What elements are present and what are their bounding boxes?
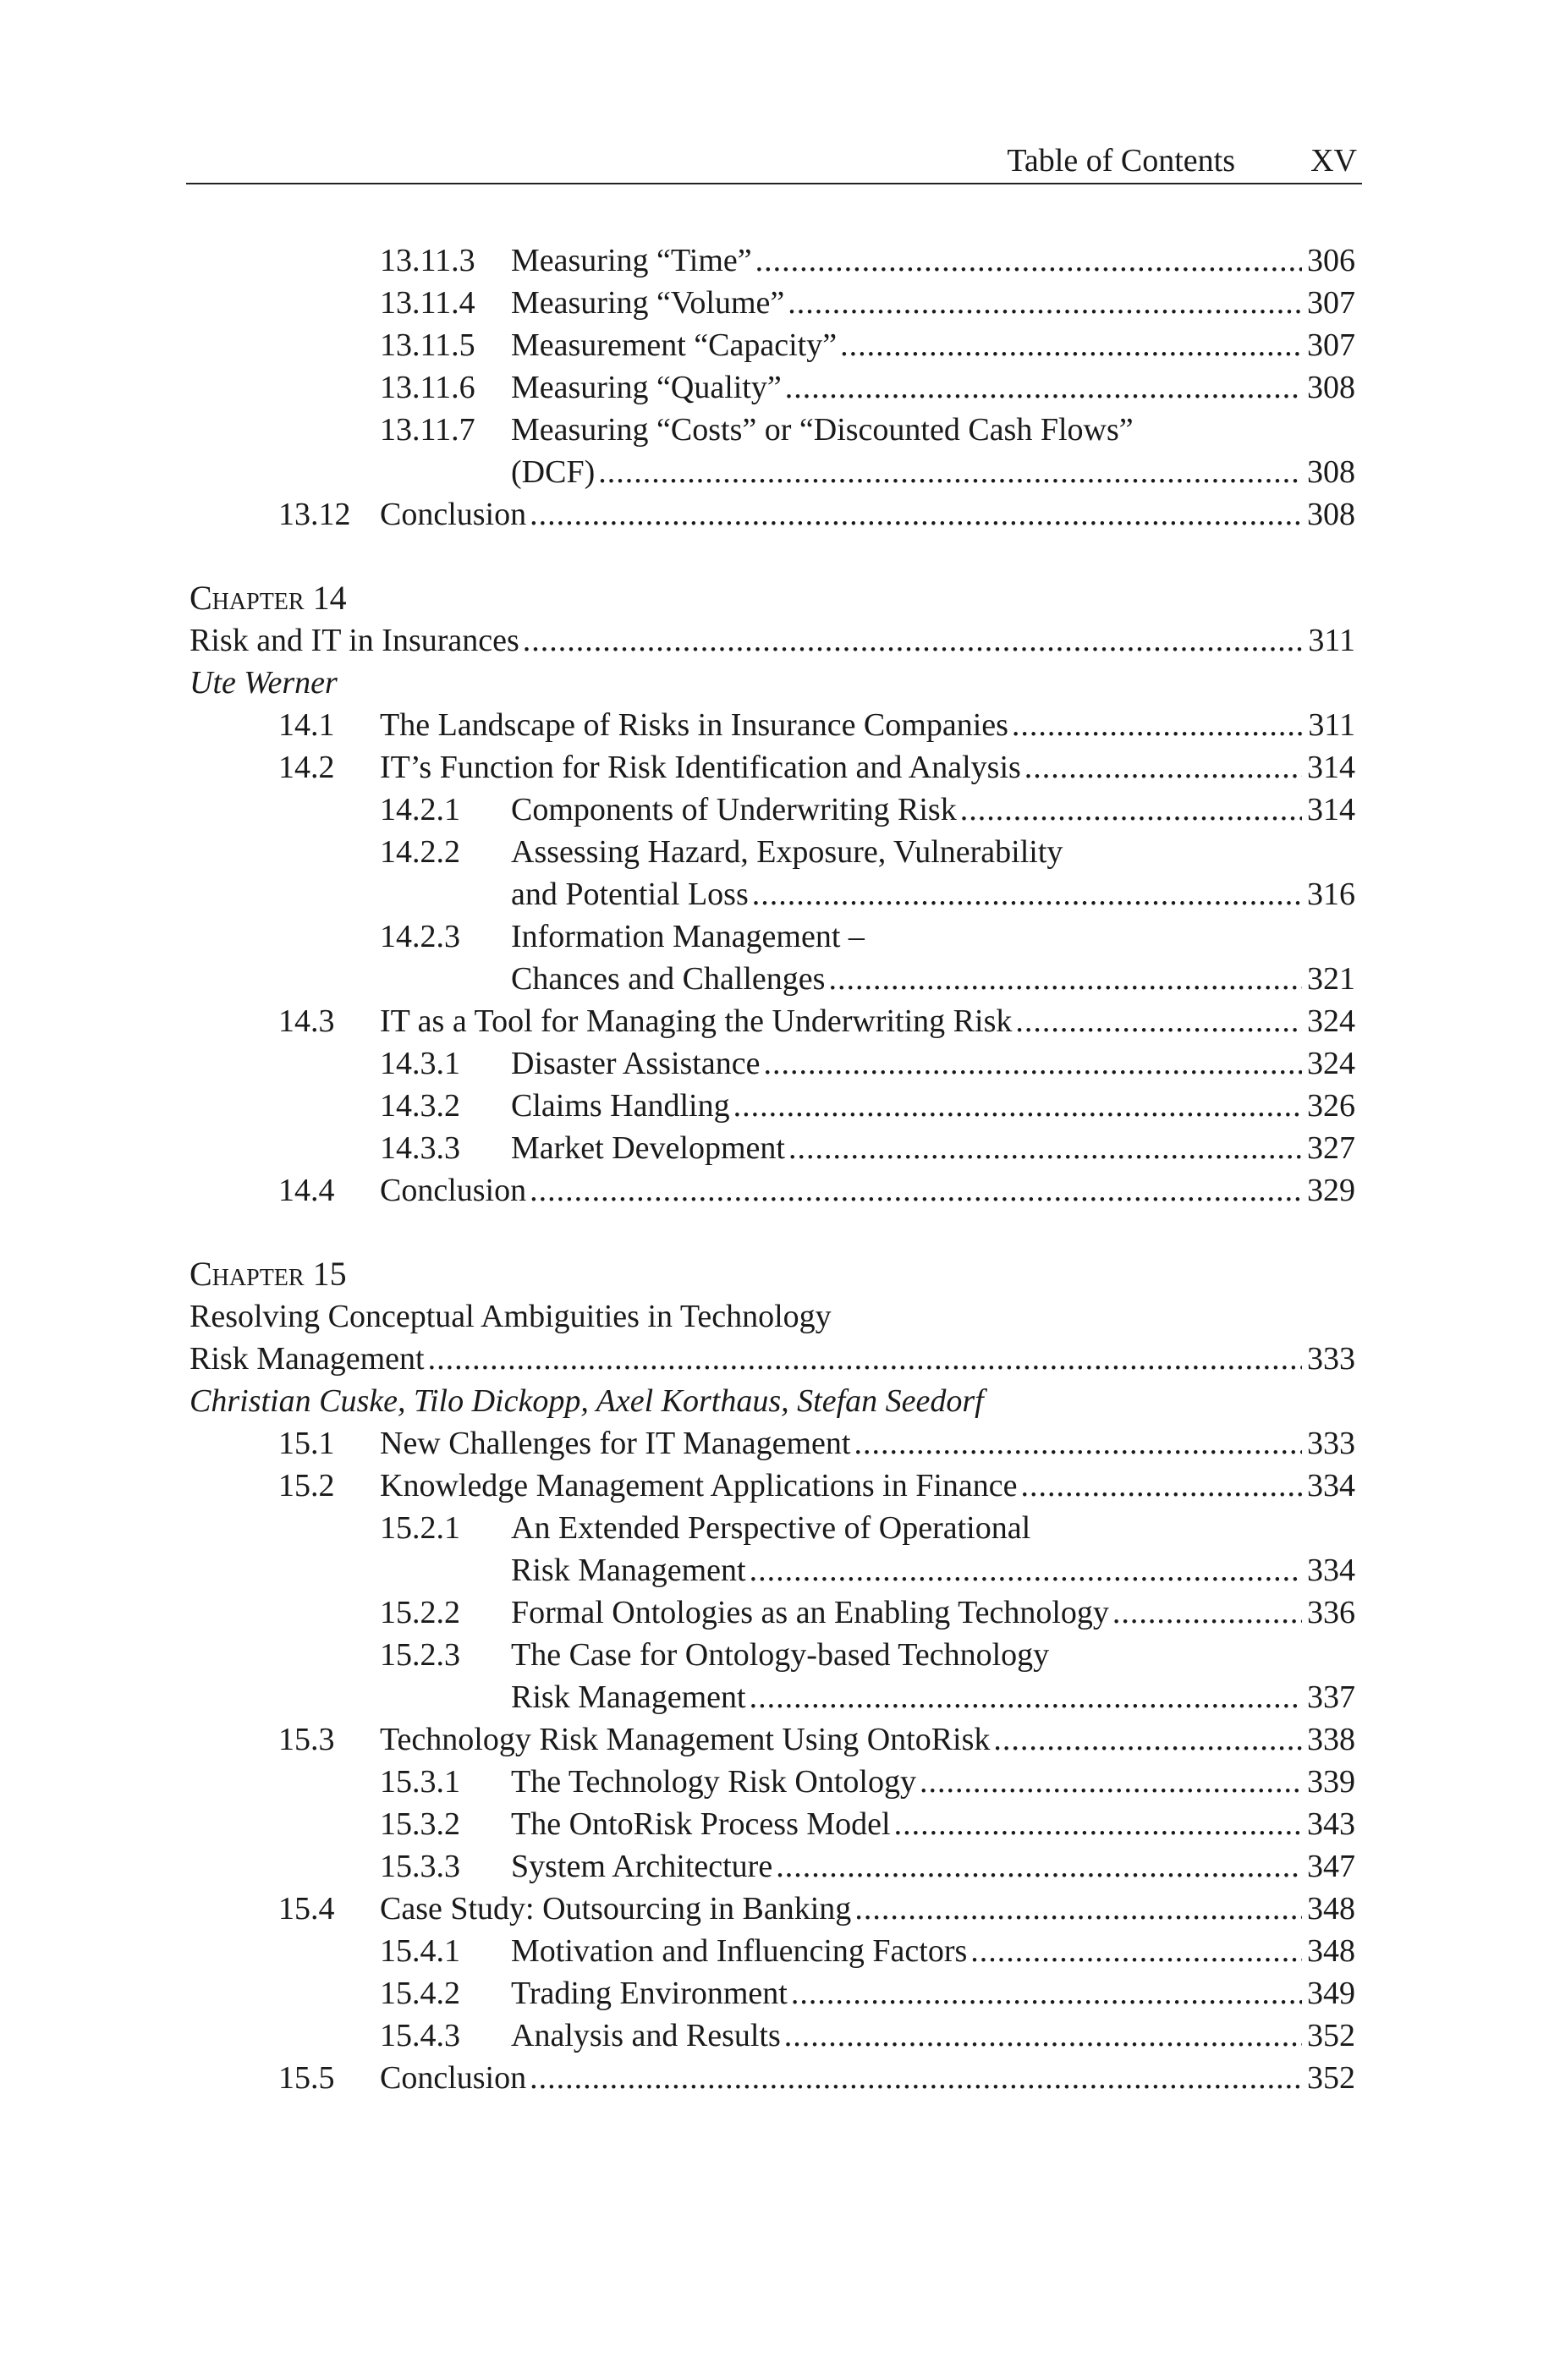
section-title: Analysis and Results bbox=[511, 2018, 781, 2053]
leader-dots bbox=[788, 282, 1302, 324]
section-page: 324 bbox=[1307, 1046, 1355, 1081]
toc-entry[interactable] bbox=[190, 366, 1355, 409]
section-page: 336 bbox=[1307, 1595, 1355, 1630]
section-page: 327 bbox=[1307, 1130, 1355, 1166]
section-number: 13.11.4 bbox=[380, 285, 475, 321]
section-page: 338 bbox=[1307, 1722, 1355, 1757]
toc-entry[interactable] bbox=[190, 324, 1355, 366]
section-page: 307 bbox=[1307, 285, 1355, 321]
section-number: 14.2.1 bbox=[380, 792, 460, 827]
leader-dots bbox=[428, 1338, 1302, 1380]
leader-dots bbox=[993, 1718, 1302, 1761]
section-number: 15.2.3 bbox=[380, 1637, 460, 1673]
chapter15-author: Christian Cuske, Tilo Dickopp, Axel Korthaus, Stefan Seedorf bbox=[190, 1383, 984, 1419]
entry-text bbox=[511, 282, 1355, 324]
section-number: 15.3.3 bbox=[380, 1849, 460, 1884]
section-title: Conclusion bbox=[380, 1173, 527, 1208]
section-page: 308 bbox=[1307, 454, 1355, 490]
entry-text bbox=[380, 746, 1355, 789]
section-title-continued: Risk Management bbox=[511, 1553, 746, 1588]
section-page: 307 bbox=[1307, 327, 1355, 363]
section-title: Conclusion bbox=[380, 497, 527, 532]
entry-text bbox=[511, 1845, 1355, 1888]
entry-text bbox=[511, 1676, 1355, 1718]
leader-dots bbox=[1112, 1591, 1302, 1634]
section-page: 352 bbox=[1307, 2018, 1355, 2053]
section-title-continued: Chances and Challenges bbox=[511, 961, 826, 997]
section-title: An Extended Perspective of Operational bbox=[511, 1510, 1031, 1546]
section-title: Disaster Assistance bbox=[511, 1046, 761, 1081]
section-page: 308 bbox=[1307, 370, 1355, 405]
section-page: 337 bbox=[1307, 1679, 1355, 1715]
page-number: XV bbox=[1310, 143, 1357, 179]
toc-entry[interactable] bbox=[190, 704, 1355, 746]
entry-text bbox=[511, 1127, 1355, 1169]
toc-entry[interactable] bbox=[190, 1127, 1355, 1169]
toc-entry[interactable] bbox=[190, 915, 1355, 958]
leader-dots bbox=[1012, 704, 1303, 746]
leader-dots bbox=[785, 366, 1302, 409]
toc-entry[interactable] bbox=[190, 746, 1355, 789]
chapter13-tail-entries bbox=[190, 239, 1355, 536]
leader-dots bbox=[530, 2057, 1302, 2099]
leader-dots bbox=[763, 1042, 1302, 1085]
section-title: Measuring “Costs” or “Discounted Cash Flows” bbox=[511, 412, 1134, 448]
entry-text bbox=[511, 1591, 1355, 1634]
entry-text bbox=[511, 958, 1355, 1000]
leader-dots bbox=[1024, 746, 1302, 789]
toc-entry[interactable] bbox=[190, 1845, 1355, 1888]
section-number: 15.2.1 bbox=[380, 1510, 460, 1546]
section-title: Claims Handling bbox=[511, 1088, 730, 1124]
section-title: Measuring “Time” bbox=[511, 243, 752, 278]
entry-text bbox=[511, 1634, 1355, 1676]
section-title: IT’s Function for Risk Identification and Analysis bbox=[380, 750, 1021, 785]
section-number: 14.2.3 bbox=[380, 919, 460, 954]
entry-text bbox=[511, 789, 1355, 831]
toc-entry[interactable] bbox=[190, 2057, 1355, 2099]
section-number: 14.3.2 bbox=[380, 1088, 460, 1124]
section-title: Motivation and Influencing Factors bbox=[511, 1933, 968, 1969]
toc-entry[interactable] bbox=[190, 493, 1355, 536]
toc-entry[interactable] bbox=[190, 1803, 1355, 1845]
section-number: 13.11.3 bbox=[380, 243, 475, 278]
section-title: The Technology Risk Ontology bbox=[511, 1764, 916, 1800]
entry-text bbox=[511, 1507, 1355, 1549]
section-title: Assessing Hazard, Exposure, Vulnerability bbox=[511, 834, 1063, 870]
section-number: 14.3.1 bbox=[380, 1046, 460, 1081]
section-page: 343 bbox=[1307, 1806, 1355, 1842]
leader-dots bbox=[828, 958, 1302, 1000]
section-number: 14.2.2 bbox=[380, 834, 460, 870]
entry-text bbox=[511, 366, 1355, 409]
section-number: 14.4 bbox=[278, 1173, 335, 1208]
entry-text bbox=[511, 915, 1355, 958]
chapter15-entries bbox=[190, 1422, 1355, 2099]
section-title: Components of Underwriting Risk bbox=[511, 792, 957, 827]
section-page: 311 bbox=[1308, 707, 1355, 743]
entry-text bbox=[380, 1465, 1355, 1507]
entry-text bbox=[380, 1422, 1355, 1465]
section-number: 14.3.3 bbox=[380, 1130, 460, 1166]
entry-text bbox=[511, 409, 1355, 451]
entry-text bbox=[380, 704, 1355, 746]
entry-text bbox=[511, 1930, 1355, 1972]
section-page: 316 bbox=[1307, 877, 1355, 912]
leader-dots bbox=[970, 1930, 1302, 1972]
chapter14-author: Ute Werner bbox=[190, 665, 338, 701]
section-title-continued: Risk Management bbox=[511, 1679, 746, 1715]
leader-dots bbox=[960, 789, 1302, 831]
section-number: 13.11.5 bbox=[380, 327, 475, 363]
chapter15-page: 333 bbox=[1307, 1341, 1355, 1377]
section-page: 329 bbox=[1307, 1173, 1355, 1208]
entry-text bbox=[511, 1085, 1355, 1127]
leader-dots bbox=[733, 1085, 1302, 1127]
entry-text bbox=[380, 1169, 1355, 1212]
section-title: IT as a Tool for Managing the Underwriting Risk bbox=[380, 1003, 1013, 1039]
chapter15-title-line1[interactable] bbox=[190, 1295, 1355, 1338]
chapter14-title-row[interactable] bbox=[190, 619, 1355, 662]
section-title: Trading Environment bbox=[511, 1976, 788, 2011]
chapter15-title-part2: Risk Management bbox=[190, 1341, 425, 1377]
section-title: Case Study: Outsourcing in Banking bbox=[380, 1891, 852, 1927]
toc-entry[interactable] bbox=[190, 1042, 1355, 1085]
section-page: 334 bbox=[1307, 1468, 1355, 1503]
chapter15-label: Chapter 15 bbox=[190, 1255, 347, 1293]
toc-entry[interactable] bbox=[190, 1422, 1355, 1465]
entry-text bbox=[511, 873, 1355, 915]
entry-text bbox=[380, 2057, 1355, 2099]
entry-text bbox=[511, 831, 1355, 873]
leader-dots bbox=[840, 324, 1302, 366]
section-page: 324 bbox=[1307, 1003, 1355, 1039]
entry-text bbox=[380, 493, 1355, 536]
toc-entry[interactable] bbox=[190, 1930, 1355, 1972]
leader-dots bbox=[750, 1676, 1302, 1718]
leader-dots bbox=[854, 1888, 1302, 1930]
entry-text bbox=[380, 1000, 1355, 1042]
section-title-continued: (DCF) bbox=[511, 454, 596, 490]
leader-dots bbox=[752, 873, 1302, 915]
entry-text bbox=[511, 451, 1355, 493]
leader-dots bbox=[791, 1972, 1302, 2014]
toc-entry-continuation[interactable] bbox=[190, 1549, 1355, 1591]
leader-dots bbox=[523, 619, 1304, 662]
section-title: Conclusion bbox=[380, 2060, 527, 2096]
section-page: 352 bbox=[1307, 2060, 1355, 2096]
section-number: 15.2 bbox=[278, 1468, 335, 1503]
section-number: 15.2.2 bbox=[380, 1595, 460, 1630]
toc-entry[interactable] bbox=[190, 409, 1355, 451]
leader-dots bbox=[755, 239, 1302, 282]
section-page: 334 bbox=[1307, 1553, 1355, 1588]
toc-entry[interactable] bbox=[190, 1591, 1355, 1634]
section-title: The Landscape of Risks in Insurance Companies bbox=[380, 707, 1008, 743]
entry-text bbox=[380, 1718, 1355, 1761]
section-title: Technology Risk Management Using OntoRisk bbox=[380, 1722, 991, 1757]
entry-text bbox=[380, 1888, 1355, 1930]
leader-dots bbox=[776, 1845, 1302, 1888]
chapter15-title-part1: Resolving Conceptual Ambiguities in Technology bbox=[190, 1299, 832, 1334]
leader-dots bbox=[788, 1127, 1302, 1169]
section-page: 349 bbox=[1307, 1976, 1355, 2011]
table-of-contents bbox=[190, 239, 1355, 2099]
leader-dots bbox=[530, 1169, 1302, 1212]
section-title: System Architecture bbox=[511, 1849, 773, 1884]
section-title: Measurement “Capacity” bbox=[511, 327, 838, 363]
leader-dots bbox=[784, 2014, 1302, 2057]
chapter15-title-line2[interactable] bbox=[190, 1338, 1355, 1380]
section-page: 314 bbox=[1307, 750, 1355, 785]
section-title: New Challenges for IT Management bbox=[380, 1426, 851, 1461]
section-number: 15.4.1 bbox=[380, 1933, 460, 1969]
leader-dots bbox=[598, 451, 1302, 493]
toc-entry[interactable] bbox=[190, 1972, 1355, 2014]
chapter14-label: Chapter 14 bbox=[190, 579, 347, 617]
toc-entry[interactable] bbox=[190, 1718, 1355, 1761]
section-number: 13.12 bbox=[278, 497, 351, 532]
leader-dots bbox=[894, 1803, 1302, 1845]
toc-entry[interactable] bbox=[190, 1000, 1355, 1042]
leader-dots bbox=[854, 1422, 1302, 1465]
section-page: 314 bbox=[1307, 792, 1355, 827]
leader-dots bbox=[920, 1761, 1302, 1803]
section-number: 13.11.7 bbox=[380, 412, 475, 448]
entry-text bbox=[511, 1761, 1355, 1803]
leader-dots bbox=[750, 1549, 1302, 1591]
leader-dots bbox=[1015, 1000, 1302, 1042]
toc-entry[interactable] bbox=[190, 1169, 1355, 1212]
toc-entry[interactable] bbox=[190, 2014, 1355, 2057]
chapter14-page: 311 bbox=[1308, 623, 1355, 658]
section-title: The Case for Ontology-based Technology bbox=[511, 1637, 1050, 1673]
section-title: Measuring “Quality” bbox=[511, 370, 782, 405]
entry-text bbox=[511, 1972, 1355, 2014]
section-title: Knowledge Management Applications in Finance bbox=[380, 1468, 1018, 1503]
section-number: 15.4 bbox=[278, 1891, 335, 1927]
section-page: 348 bbox=[1307, 1891, 1355, 1927]
toc-entry[interactable] bbox=[190, 1634, 1355, 1676]
entry-text bbox=[511, 2014, 1355, 2057]
section-page: 348 bbox=[1307, 1933, 1355, 1969]
section-number: 15.1 bbox=[278, 1426, 335, 1461]
running-title: Table of Contents bbox=[1007, 143, 1235, 179]
toc-entry[interactable] bbox=[190, 831, 1355, 873]
section-page: 321 bbox=[1307, 961, 1355, 997]
section-page: 308 bbox=[1307, 497, 1355, 532]
page-header bbox=[186, 135, 1362, 184]
entry-text bbox=[511, 239, 1355, 282]
section-number: 15.3.2 bbox=[380, 1806, 460, 1842]
section-page: 333 bbox=[1307, 1426, 1355, 1461]
toc-entry-continuation[interactable] bbox=[190, 958, 1355, 1000]
section-number: 15.4.2 bbox=[380, 1976, 460, 2011]
toc-entry-continuation[interactable] bbox=[190, 1676, 1355, 1718]
toc-entry[interactable] bbox=[190, 1761, 1355, 1803]
section-number: 15.3.1 bbox=[380, 1764, 460, 1800]
section-title-continued: and Potential Loss bbox=[511, 877, 749, 912]
chapter14-title: Risk and IT in Insurances bbox=[190, 623, 519, 658]
section-number: 15.4.3 bbox=[380, 2018, 460, 2053]
toc-entry-continuation[interactable] bbox=[190, 451, 1355, 493]
toc-entry[interactable] bbox=[190, 1888, 1355, 1930]
toc-entry-continuation[interactable] bbox=[190, 873, 1355, 915]
toc-entry[interactable] bbox=[190, 789, 1355, 831]
section-title: Market Development bbox=[511, 1130, 785, 1166]
section-number: 14.1 bbox=[278, 707, 335, 743]
section-number: 13.11.6 bbox=[380, 370, 475, 405]
chapter14-entries bbox=[190, 704, 1355, 1212]
entry-text bbox=[511, 1549, 1355, 1591]
toc-entry[interactable] bbox=[190, 282, 1355, 324]
leader-dots bbox=[530, 493, 1302, 536]
section-title: The OntoRisk Process Model bbox=[511, 1806, 891, 1842]
toc-entry[interactable] bbox=[190, 1085, 1355, 1127]
section-page: 347 bbox=[1307, 1849, 1355, 1884]
section-title: Information Management – bbox=[511, 919, 865, 954]
toc-entry[interactable] bbox=[190, 1465, 1355, 1507]
section-title: Measuring “Volume” bbox=[511, 285, 785, 321]
section-page: 306 bbox=[1307, 243, 1355, 278]
toc-entry[interactable] bbox=[190, 239, 1355, 282]
section-page: 339 bbox=[1307, 1764, 1355, 1800]
entry-text bbox=[511, 1042, 1355, 1085]
section-number: 15.3 bbox=[278, 1722, 335, 1757]
section-number: 15.5 bbox=[278, 2060, 335, 2096]
entry-text bbox=[511, 324, 1355, 366]
section-title: Formal Ontologies as an Enabling Technology bbox=[511, 1595, 1109, 1630]
toc-entry[interactable] bbox=[190, 1507, 1355, 1549]
entry-text bbox=[511, 1803, 1355, 1845]
leader-dots bbox=[1021, 1465, 1303, 1507]
section-number: 14.3 bbox=[278, 1003, 335, 1039]
section-number: 14.2 bbox=[278, 750, 335, 785]
section-page: 326 bbox=[1307, 1088, 1355, 1124]
